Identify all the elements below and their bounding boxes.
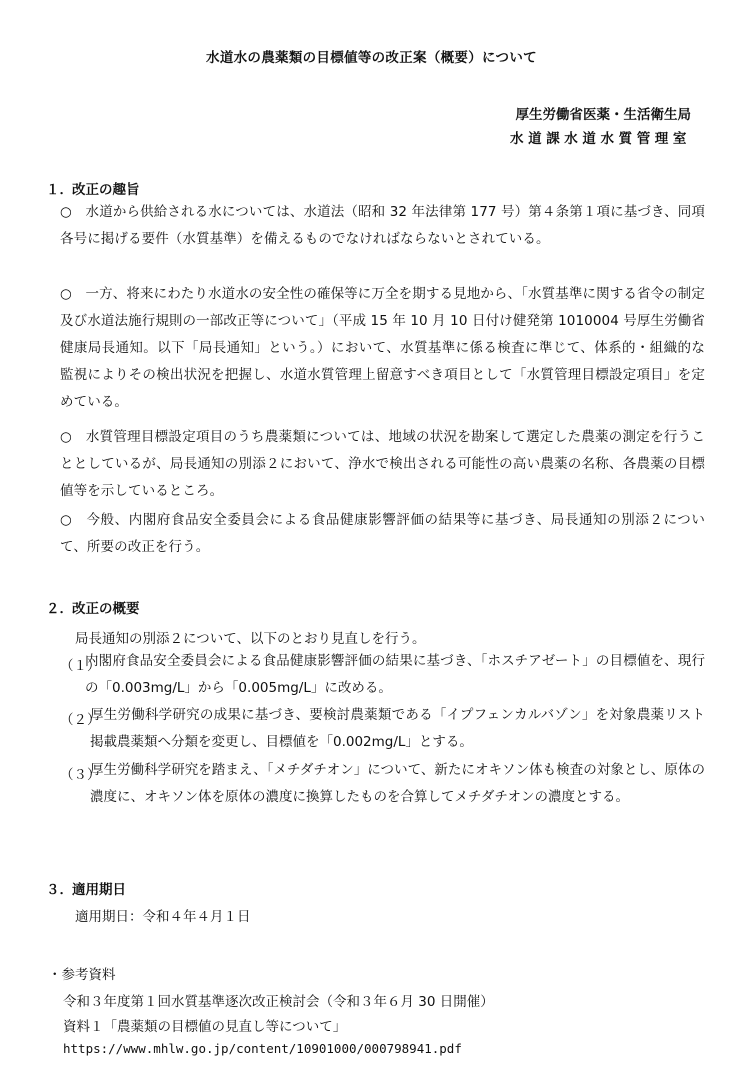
issuer-bureau: 厚生労働省医薬・生活衛生局 xyxy=(515,107,691,123)
section-title: 適用期日 xyxy=(72,882,126,898)
document-title: 水道水の農薬類の目標値等の改正案（概要）について xyxy=(206,50,537,66)
section-1-paragraph-4: ○ 今般、内閣府食品安全委員会による食品健康影響評価の結果等に基づき、局長通知の別添２について、所要の改正を行う。 xyxy=(60,512,705,555)
item-3-text: 厚生労働科学研究を踏まえ、「メチダチオン」について、新たにオキソン体も検査の対象とし、原体の濃度に、オキソン体を原体の濃度に換算したものを合算してメチダチオンの濃度とする。 xyxy=(90,762,705,805)
item-1-text: 内閣府食品安全委員会による食品健康影響評価の結果に基づき、「ホスチアゼート」の目標値を、現行の「0.003mg/L」から「0.005mg/L」に改める。 xyxy=(85,653,705,696)
section-number: １． xyxy=(46,182,73,198)
item-2-label: （２） xyxy=(60,712,101,728)
section-number: ２． xyxy=(46,601,73,617)
section-title: 改正の概要 xyxy=(72,601,140,617)
section-2-intro: 局長通知の別添２について、以下のとおり見直しを行う。 xyxy=(75,631,426,647)
section-number: ３． xyxy=(46,882,73,898)
section-1-heading xyxy=(46,178,140,198)
references-heading: ・参考資料 xyxy=(48,967,116,983)
reference-url-link[interactable]: https://www.mhlw.go.jp/content/10901000/000798941.pdf xyxy=(63,1041,462,1056)
section-1-paragraph-2: ○ 一方、将来にわたり水道水の安全性の確保等に万全を期する見地から、「水質基準に関する省令の制定及び水道法施行規則の一部改正等について」（平成 15 年 10 月 10 日付け健発第 1010004 号厚生労働省健康局長通知。以下「局長通知」という。）において、水質基準に係る検査に準じて、体系的・組織的な監視によりその検出状況を把握し、水道水質管理上留意すべき項目として「水質管理目標設定項目」を定めている。 xyxy=(60,286,705,410)
section-2-heading xyxy=(46,597,140,617)
section-3-heading xyxy=(46,878,126,898)
effective-date: 適用期日：令和４年４月１日 xyxy=(75,909,251,925)
item-3-label: （３） xyxy=(60,767,101,783)
section-1-paragraph-3: ○ 水質管理目標設定項目のうち農薬類については、地域の状況を勘案して選定した農薬の測定を行うこととしているが、局長通知の別添２において、浄水で検出される可能性の高い農薬の名称、各農薬の目標値等を示しているところ。 xyxy=(60,429,705,499)
item-2-text: 厚生労働科学研究の成果に基づき、要検討農薬類である「イプフェンカルバゾン」を対象農薬リスト掲載農薬類へ分類を変更し、目標値を「0.002mg/L」とする。 xyxy=(90,707,705,750)
item-1-label: （１） xyxy=(60,658,101,674)
issuer-division: 水道課水道水質管理室 xyxy=(510,131,691,147)
reference-material: 資料１「農薬類の目標値の見直し等について」 xyxy=(63,1019,347,1035)
section-1-paragraph-1: ○ 水道から供給される水については、水道法（昭和 32 年法律第 177 号）第４条第１項に基づき、同項各号に掲げる要件（水質基準）を備えるものでなければならないとされている。 xyxy=(60,204,705,247)
section-title: 改正の趣旨 xyxy=(72,182,140,198)
reference-meeting: 令和３年度第１回水質基準逐次改正検討会（令和３年６月 30 日開催） xyxy=(63,994,494,1010)
